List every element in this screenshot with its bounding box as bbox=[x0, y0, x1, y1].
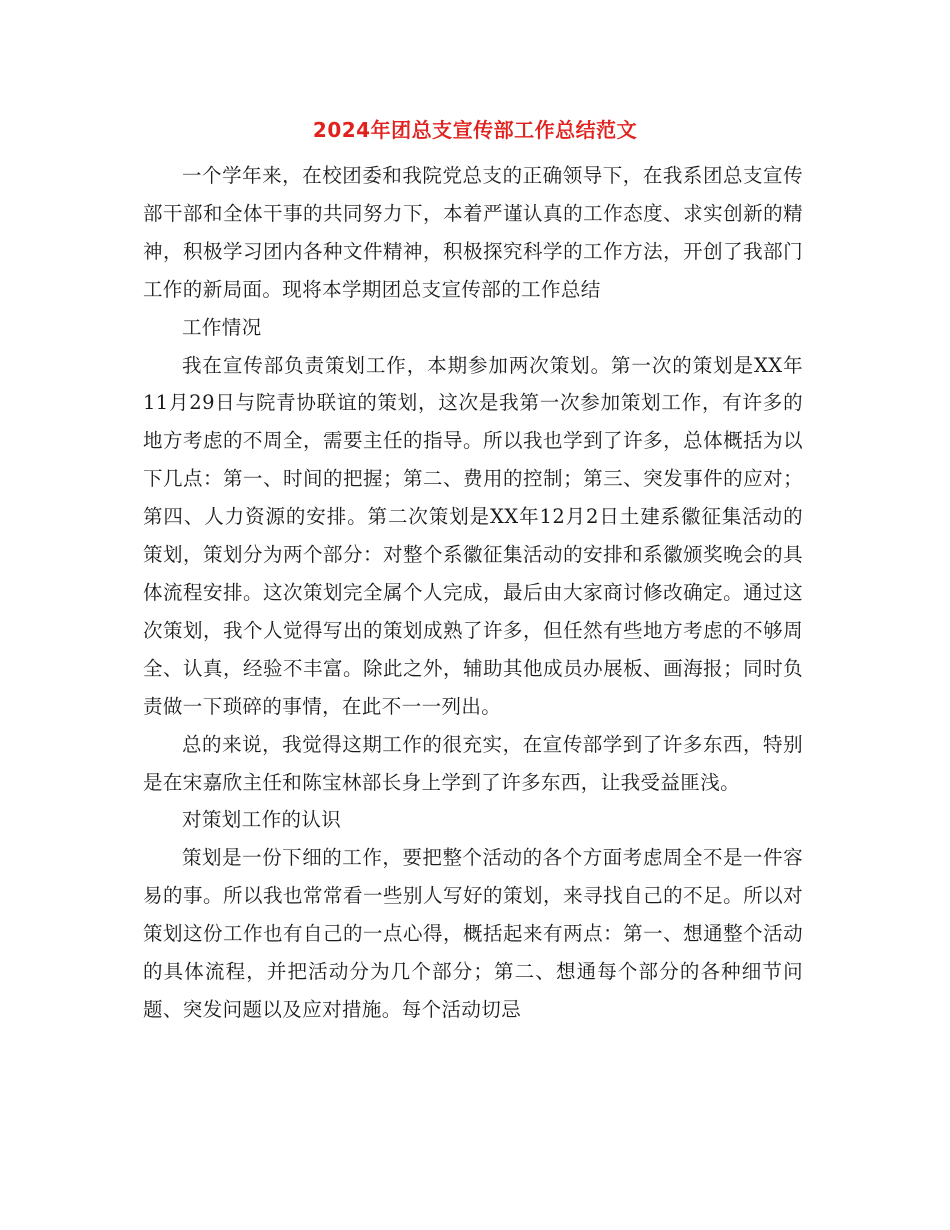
section-heading-work-status: 工作情况 bbox=[182, 315, 262, 339]
paragraph-planning-thoughts: 策划是一份下细的工作，要把整个活动的各个方面考虑周全不是一件容易的事。所以我也常常看一些别人写好的策划，来寻找自己的不足。所以对策划这份工作也有自己的一点心得，概括起来有两点：第一、想通整个活动的具体流程，并把活动分为几个部分；第二、想通每个部分的各种细节问题、突发问题以及应对措施。每个活动切忌 bbox=[143, 846, 803, 1021]
paragraph-summary: 总的来说，我觉得这期工作的很充实，在宣传部学到了许多东西，特别是在宋嘉欣主任和陈宝林部长身上学到了许多东西，让我受益匪浅。 bbox=[143, 732, 803, 794]
document-body bbox=[143, 157, 803, 1029]
section-heading-planning-understanding: 对策划工作的认识 bbox=[182, 808, 342, 832]
paragraph-intro: 一个学年来，在校团委和我院党总支的正确领导下，在我系团总支宣传部干部和全体干事的共同努力下，本着严谨认真的工作态度、求实创新的精神，积极学习团内各种文件精神，积极探究科学的工作方法，开创了我部门工作的新局面。现将本学期团总支宣传部的工作总结 bbox=[143, 164, 803, 301]
paragraph-work-details: 我在宣传部负责策划工作，本期参加两次策划。第一次的策划是XX年11月29日与院青协联谊的策划，这次是我第一次参加策划工作，有许多的地方考虑的不周全，需要主任的指导。所以我也学到了许多，总体概括为以下几点：第一、时间的把握；第二、费用的控制；第三、突发事件的应对；第四、人力资源的安排。第二次策划是XX年12月2日土建系徽征集活动的策划，策划分为两个部分：对整个系徽征集活动的安排和系徽颁奖晚会的具体流程安排。这次策划完全属个人完成，最后由大家商讨修改确定。通过这次策划，我个人觉得写出的策划成熟了许多，但任然有些地方考虑的不够周全、认真，经验不丰富。除此之外，辅助其他成员办展板、画海报；同时负责做一下琐碎的事情，在此不一一列出。 bbox=[143, 353, 803, 718]
document-title: 2024年团总支宣传部工作总结范文 bbox=[312, 118, 638, 142]
